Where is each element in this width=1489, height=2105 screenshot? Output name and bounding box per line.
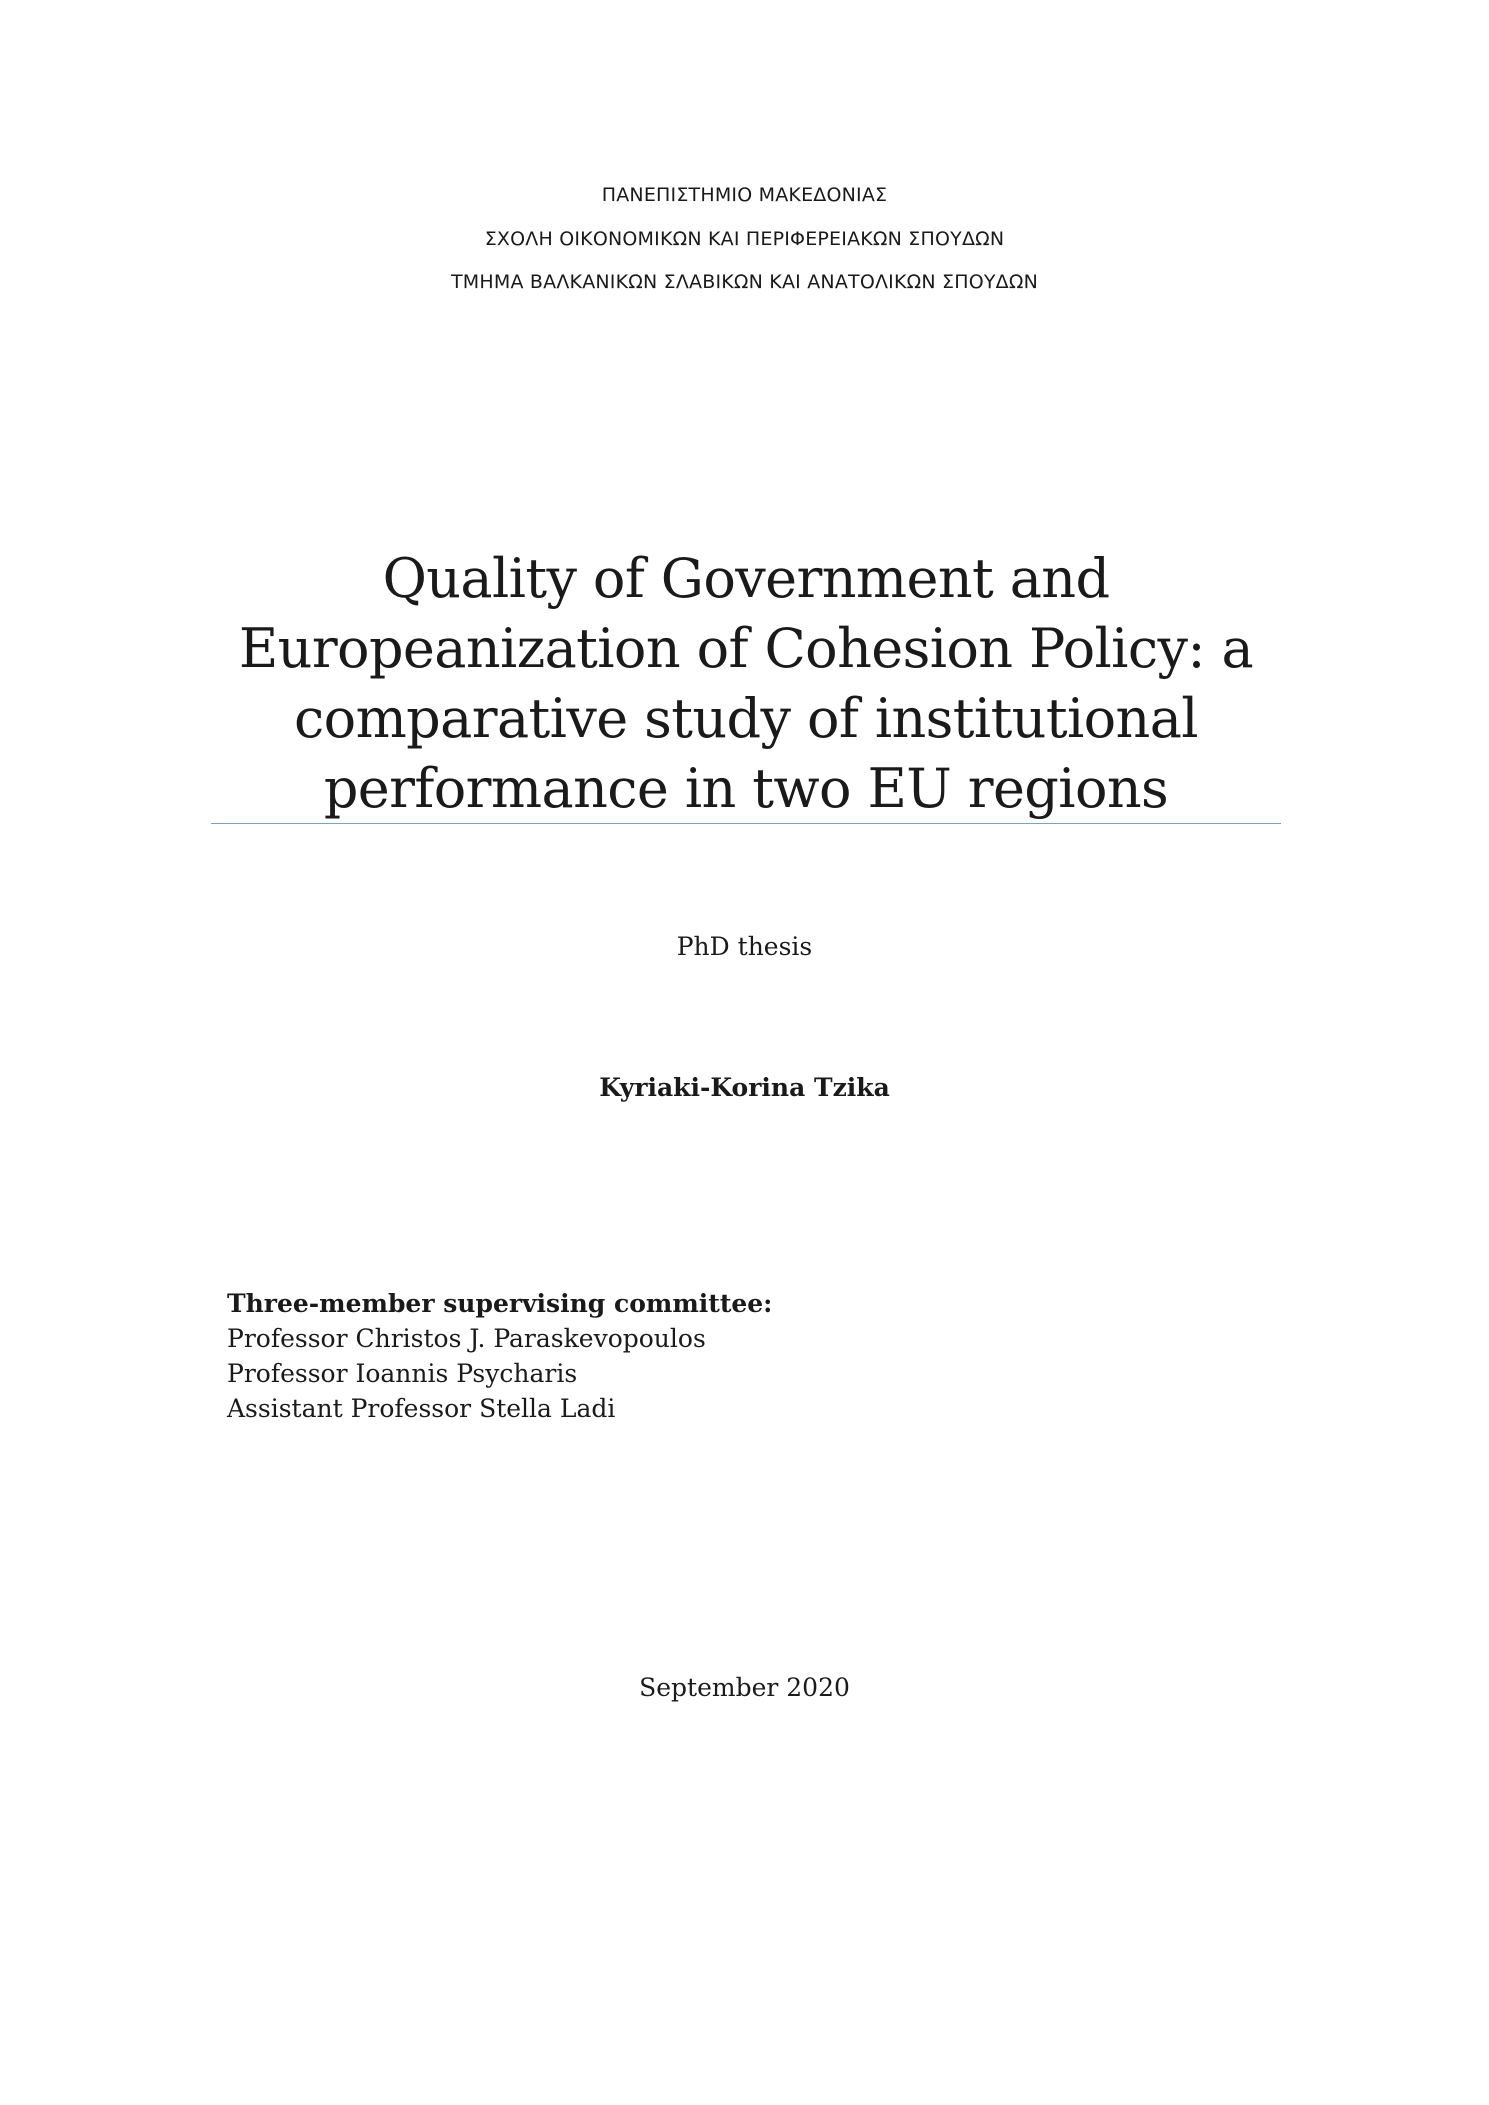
committee-heading: Three-member supervising committee: <box>227 1289 773 1318</box>
thesis-title-line: comparative study of institutional <box>294 687 1198 750</box>
author-name: Kyriaki-Korina Tzika <box>599 1073 890 1102</box>
university-name: ΠΑΝΕΠΙΣΤΗΜΙΟ ΜΑΚΕΔΟΝΙΑΣ <box>601 184 888 206</box>
thesis-title-line: Quality of Government and <box>382 547 1110 610</box>
submission-date: September 2020 <box>639 1673 850 1702</box>
committee-member: Professor Christos J. Paraskevopoulos <box>227 1324 706 1353</box>
committee-member: Professor Ioannis Psycharis <box>227 1359 578 1388</box>
document-type: PhD thesis <box>676 932 813 961</box>
department-name: ΤΜΗΜΑ ΒΑΛΚΑΝΙΚΩΝ ΣΛΑΒΙΚΩΝ ΚΑΙ ΑΝΑΤΟΛΙΚΩΝ ΣΠΟΥΔΩΝ <box>450 271 1038 293</box>
thesis-title-line: performance in two EU regions <box>323 757 1169 820</box>
school-name: ΣΧΟΛΗ ΟΙΚΟΝΟΜΙΚΩΝ ΚΑΙ ΠΕΡΙΦΕΡΕΙΑΚΩΝ ΣΠΟΥΔΩΝ <box>484 228 1005 250</box>
committee-member: Assistant Professor Stella Ladi <box>227 1394 616 1423</box>
thesis-title <box>211 544 1281 824</box>
title-underline-divider <box>211 823 1281 824</box>
supervising-committee <box>227 1286 772 1426</box>
thesis-title-line: Europeanization of Cohesion Policy: a <box>238 617 1254 680</box>
